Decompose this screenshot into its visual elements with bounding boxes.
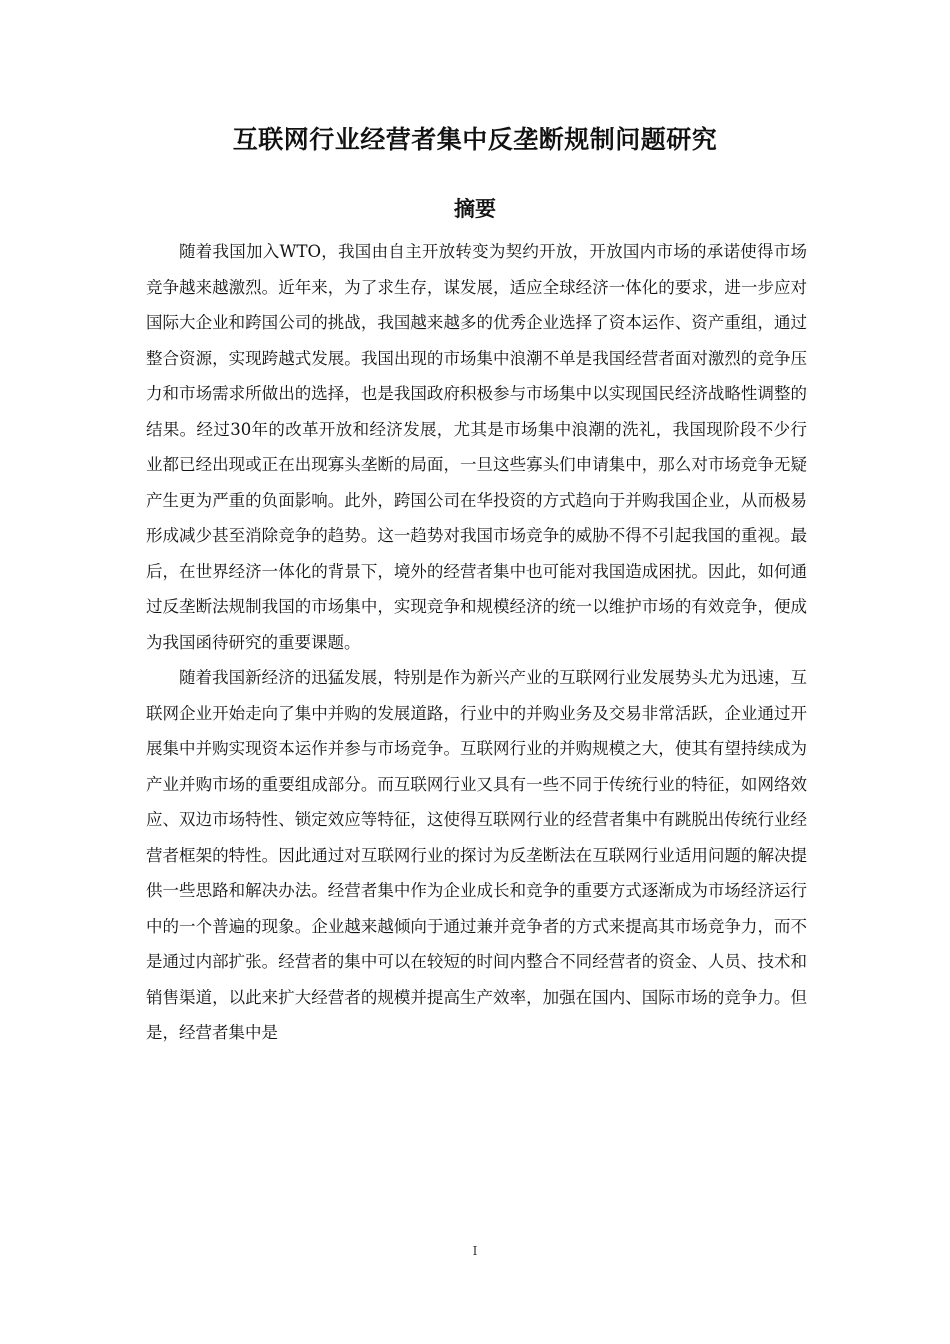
paragraph: 随着我国加入WTO，我国由自主开放转变为契约开放，开放国内市场的承诺使得市场竞争越来越激烈。近年来，为了求生存，谋发展，适应全球经济一体化的要求，进一步应对国际大企业和跨国公司的挑战，我国越来越多的优秀企业选择了资本运作、资产重组，通过整合资源，实现跨越式发展。我国出现的市场集中浪潮不单是我国经营者面对激烈的竞争压力和市场需求所做出的选择，也是我国政府积极参与市场集中以实现国民经济战略性调整的结果。经过30年的改革开放和经济发展，尤其是市场集中浪潮的洗礼，我国现阶段不少行业都已经出现或正在出现寡头垄断的局面，一旦这些寡头们申请集中，那么对市场竞争无疑产生更为严重的负面影响。此外，跨国公司在华投资的方式趋向于并购我国企业，从而极易形成减少甚至消除竞争的趋势。这一趋势对我国市场竞争的威胁不得不引起我国的重视。最后，在世界经济一体化的背景下，境外的经营者集中也可能对我国造成困扰。因此，如何通过反垄断法规制我国的市场集中，实现竞争和规模经济的统一以维护市场的有效竞争，便成为我国函待研究的重要课题。 [146, 242, 807, 652]
section-heading-abstract: 摘要 [454, 197, 496, 221]
paragraph: 随着我国新经济的迅猛发展，特别是作为新兴产业的互联网行业发展势头尤为迅速，互联网企业开始走向了集中并购的发展道路，行业中的并购业务及交易非常活跃，企业通过开展集中并购实现资本运作并参与市场竞争。互联网行业的并购规模之大，使其有望持续成为产业并购市场的重要组成部分。而互联网行业又具有一些不同于传统行业的特征，如网络效应、双边市场特性、锁定效应等特征，这使得互联网行业的经营者集中有跳脱出传统行业经营者框架的特性。因此通过对互联网行业的探讨为反垄断法在互联网行业适用问题的解决提供一些思路和解决办法。经营者集中作为企业成长和竞争的重要方式逐渐成为市场经济运行中的一个普遍的现象。企业越来越倾向于通过兼并竞争者的方式来提高其市场竞争力，而不是通过内部扩张。经营者的集中可以在较短的时间内整合不同经营者的资金、人员、技术和销售渠道，以此来扩大经营者的规模并提高生产效率，加强在国内、国际市场的竞争力。但是，经营者集中是 [146, 668, 807, 1042]
document-title: 互联网行业经营者集中反垄断规制问题研究 [232, 125, 718, 154]
abstract-body [146, 234, 807, 1051]
page-number: I [472, 1244, 478, 1258]
